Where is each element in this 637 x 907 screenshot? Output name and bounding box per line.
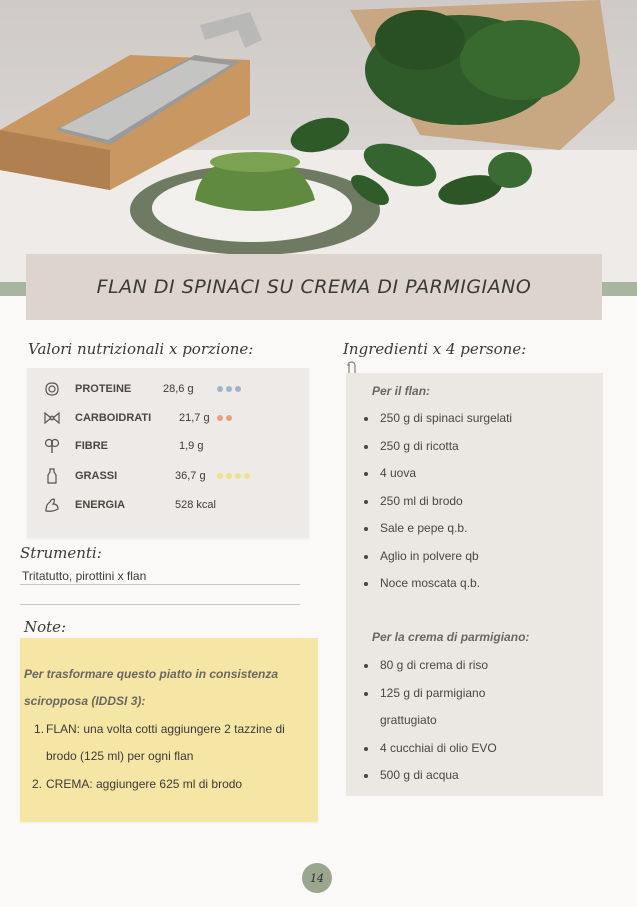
nutrition-row-fibre — [41, 435, 204, 457]
ingredient-item: Sale e pepe q.b. — [380, 521, 468, 535]
notes-item-text: brodo (125 ml) per ogni flan — [46, 749, 194, 763]
nutrient-value: 21,7 g — [179, 412, 210, 424]
egg-icon — [41, 378, 63, 400]
nutrient-name: CARBOIDRATI — [75, 412, 152, 424]
nutrient-name: ENERGIA — [75, 499, 126, 511]
notes-item-number: 1. — [34, 722, 45, 736]
nutrition-panel — [27, 368, 309, 538]
ingredient-item: 4 cucchiai di olio EVO — [380, 741, 497, 755]
title-box — [26, 254, 602, 320]
notes-item-text: CREMA: aggiungere 625 ml di brodo — [46, 777, 243, 791]
ingredients-subheading: Per il flan: — [372, 384, 431, 398]
notes-intro-line: Per trasformare questo piatto in consistenza — [24, 667, 279, 681]
ingredient-item: Aglio in polvere qb — [380, 549, 479, 563]
broccoli-icon — [41, 435, 63, 457]
pasta-icon — [41, 407, 63, 429]
nutrition-row-energia — [41, 494, 216, 516]
notes-intro-line: sciropposa (IDDSI 3): — [24, 694, 146, 708]
nutrient-value: 36,7 g — [175, 470, 206, 482]
page-title: FLAN DI SPINACI SU CREMA DI PARMIGIANO — [96, 276, 532, 298]
ingredients-subheading: Per la crema di parmigiano: — [372, 630, 530, 644]
page-number — [302, 863, 332, 893]
nutrition-row-carboidrati — [41, 407, 210, 429]
nutrient-name: PROTEINE — [75, 383, 132, 395]
ingredient-item-continued: grattugiato — [380, 713, 437, 727]
nutrient-level-dots — [217, 386, 241, 392]
ingredient-item: 250 g di spinaci surgelati — [380, 411, 513, 425]
notes-item-number: 2. — [32, 777, 43, 791]
divider — [20, 604, 300, 605]
recipe-photo — [0, 0, 637, 290]
nutrient-name: FIBRE — [75, 440, 108, 452]
muscle-icon — [41, 494, 63, 516]
nutrition-row-proteine — [41, 378, 194, 400]
page-number-text: 14 — [310, 871, 324, 885]
tools-text: Tritatutto, pirottini x flan — [22, 569, 147, 583]
nutrient-level-dots — [217, 473, 250, 479]
nutrient-value: 528 kcal — [175, 499, 216, 511]
spinach-flan-illustration — [0, 0, 637, 290]
ingredient-item: 80 g di crema di riso — [380, 658, 489, 672]
nutrient-level-dots — [217, 415, 232, 421]
ingredients-heading: Ingredienti x 4 persone: — [343, 340, 527, 358]
nutrition-heading: Valori nutrizionali x porzione: — [28, 340, 254, 358]
divider — [20, 584, 300, 585]
ingredient-item: 250 ml di brodo — [380, 494, 463, 508]
tools-heading: Strumenti: — [20, 544, 102, 562]
ingredient-item: 4 uova — [380, 466, 417, 480]
notes-item-text: FLAN: una volta cotti aggiungere 2 tazzine di — [46, 722, 285, 736]
notes-heading: Note: — [24, 618, 67, 636]
ingredient-item: 500 g di acqua — [380, 768, 459, 782]
notes-panel — [20, 638, 318, 822]
nutrient-value: 28,6 g — [163, 383, 194, 395]
nutrient-value: 1,9 g — [179, 440, 204, 452]
ingredient-item: 125 g di parmigiano — [380, 686, 486, 700]
oil-bottle-icon — [41, 465, 63, 487]
ingredient-item: 250 g di ricotta — [380, 439, 459, 453]
ingredient-item: Noce moscata q.b. — [380, 576, 481, 590]
ingredients-panel — [346, 373, 603, 796]
nutrition-row-grassi — [41, 465, 206, 487]
nutrient-name: GRASSI — [75, 470, 118, 482]
